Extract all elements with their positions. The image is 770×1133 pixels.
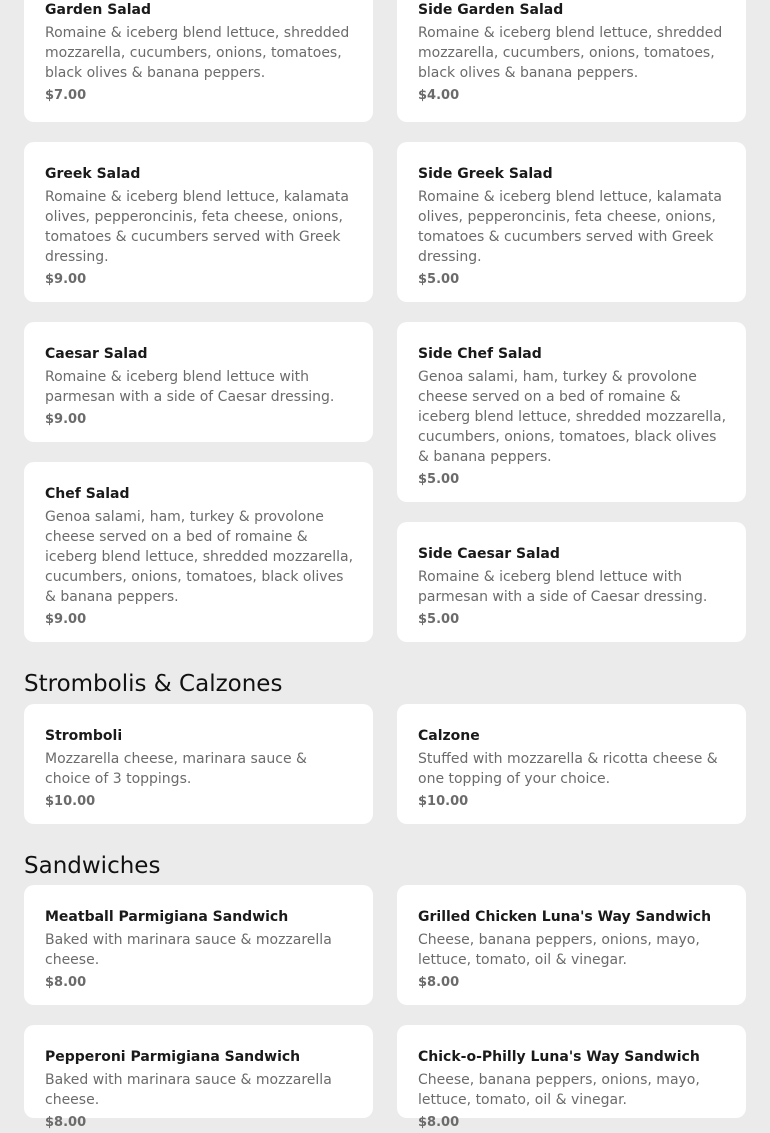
item-price: $5.00 — [418, 472, 460, 487]
item-name: Chick-o-Philly Luna's Way Sandwich — [418, 1049, 700, 1065]
item-name: Side Greek Salad — [418, 166, 553, 182]
menu-item-card[interactable] — [24, 322, 373, 442]
menu-item-card[interactable] — [24, 142, 373, 302]
item-name: Grilled Chicken Luna's Way Sandwich — [418, 909, 712, 925]
item-price: $9.00 — [45, 412, 87, 427]
item-price: $7.00 — [45, 88, 87, 103]
item-price: $8.00 — [418, 1115, 460, 1130]
menu-item-card[interactable] — [397, 0, 746, 122]
item-price: $9.00 — [45, 272, 87, 287]
item-name: Stromboli — [45, 728, 123, 744]
item-price: $10.00 — [45, 794, 96, 809]
item-price: $4.00 — [418, 88, 460, 103]
item-description: Cheese, banana peppers, onions, mayo, lettuce, tomato, oil & vinegar. — [418, 932, 700, 968]
item-name: Greek Salad — [45, 166, 141, 182]
item-name: Meatball Parmigiana Sandwich — [45, 909, 289, 925]
item-price: $8.00 — [418, 975, 460, 990]
item-price: $5.00 — [418, 612, 460, 627]
menu-item-card[interactable] — [397, 142, 746, 302]
item-name: Side Caesar Salad — [418, 546, 560, 562]
item-name: Calzone — [418, 728, 480, 744]
item-description: Baked with marinara sauce & mozzarella cheese. — [45, 1072, 332, 1108]
item-price: $9.00 — [45, 612, 87, 627]
menu-item-card[interactable] — [24, 0, 373, 122]
item-price: $8.00 — [45, 975, 87, 990]
menu-item-card[interactable] — [397, 1025, 746, 1130]
section-title: Strombolis & Calzones — [24, 671, 283, 697]
menu-item-card[interactable] — [397, 704, 746, 824]
item-price: $10.00 — [418, 794, 469, 809]
item-description: Romaine & iceberg blend lettuce, shredded mozzarella, cucumbers, onions, tomatoes, black olives & banana peppers. — [418, 25, 723, 81]
item-description: Mozzarella cheese, marinara sauce & choice of 3 toppings. — [45, 751, 307, 787]
item-name: Garden Salad — [45, 2, 151, 18]
item-description: Romaine & iceberg blend lettuce with parmesan with a side of Caesar dressing. — [418, 569, 708, 605]
item-name: Caesar Salad — [45, 346, 148, 362]
menu-item-card[interactable] — [24, 462, 373, 642]
item-description: Baked with marinara sauce & mozzarella cheese. — [45, 932, 332, 968]
menu-item-card[interactable] — [24, 1025, 373, 1130]
item-description: Cheese, banana peppers, onions, mayo, lettuce, tomato, oil & vinegar. — [418, 1072, 700, 1108]
item-description: Genoa salami, ham, turkey & provolone cheese served on a bed of romaine & iceberg blend lettuce, shredded mozzarella, cucumbers, onions, tomatoes, black olives & banana peppers. — [45, 509, 354, 605]
section-title: Sandwiches — [24, 853, 161, 879]
item-description: Romaine & iceberg blend lettuce, shredded mozzarella, cucumbers, onions, tomatoes, black olives & banana peppers. — [45, 25, 350, 81]
item-price: $5.00 — [418, 272, 460, 287]
item-description: Romaine & iceberg blend lettuce, kalamata olives, pepperoncinis, feta cheese, onions, tomatoes & cucumbers served with Greek dressing. — [418, 189, 722, 265]
item-description: Romaine & iceberg blend lettuce with parmesan with a side of Caesar dressing. — [45, 369, 335, 405]
item-name: Side Chef Salad — [418, 346, 542, 362]
item-price: $8.00 — [45, 1115, 87, 1130]
menu-item-card[interactable] — [24, 885, 373, 1005]
item-name: Chef Salad — [45, 486, 130, 502]
item-description: Genoa salami, ham, turkey & provolone cheese served on a bed of romaine & iceberg blend lettuce, shredded mozzarella, cucumbers, onions, tomatoes, black olives & banana peppers. — [418, 369, 727, 465]
menu-item-card[interactable] — [24, 704, 373, 824]
item-name: Side Garden Salad — [418, 2, 564, 18]
menu-item-card[interactable] — [397, 885, 746, 1005]
item-name: Pepperoni Parmigiana Sandwich — [45, 1049, 301, 1065]
item-description: Stuffed with mozzarella & ricotta cheese & one topping of your choice. — [418, 751, 718, 787]
item-description: Romaine & iceberg blend lettuce, kalamata olives, pepperoncinis, feta cheese, onions, tomatoes & cucumbers served with Greek dressing. — [45, 189, 349, 265]
menu-item-card[interactable] — [397, 522, 746, 642]
menu-item-card[interactable] — [397, 322, 746, 502]
